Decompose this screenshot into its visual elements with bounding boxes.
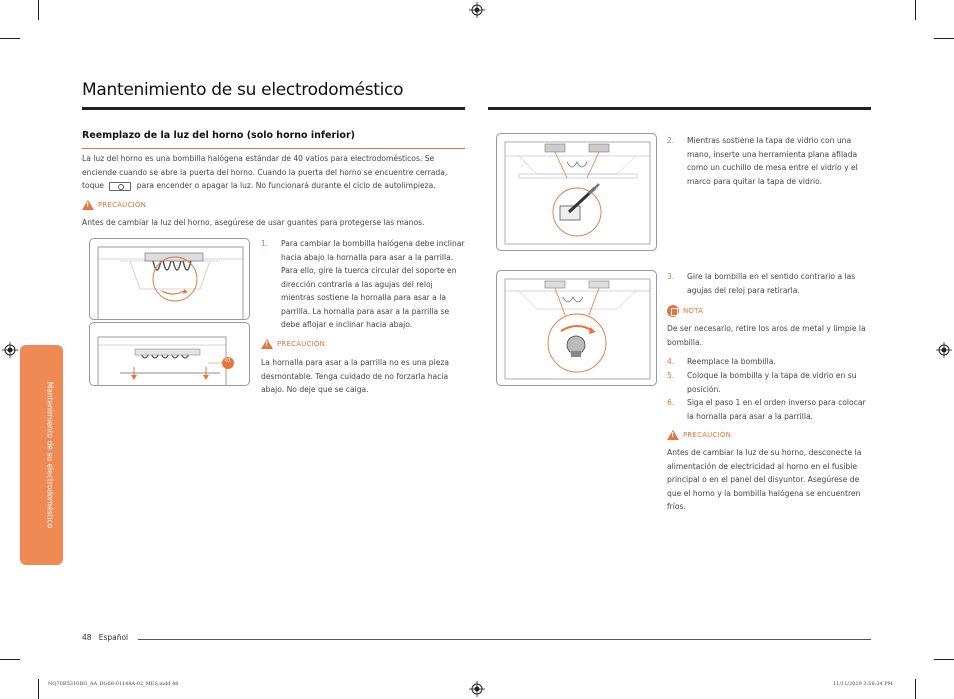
intro-text-b: para encender o apagar la luz. No funcionará durante el ciclo de autolimpieza. [136, 181, 436, 190]
page-footer [82, 633, 128, 642]
chapter-tab [20, 345, 63, 565]
page-title: Mantenimiento de su electrodoméstico [82, 80, 404, 100]
caution-label: ! PRECAUCIÓN [667, 430, 731, 440]
lamp-cover-figure [496, 133, 657, 251]
step-2: 2. Mientras sostiene la tapa de vidrio con una mano, inserte una herramienta plana afilada como un cuchillo de mesa entre el vidrio y el marco para quitar la tapa de vidrio. [667, 136, 858, 186]
caution-text: Antes de cambiar la luz de su horno, desconecte la alimentación de electricidad al horno en el fusible principal o en el panel del disyuntor. Asegúrese de que el horno y la bombilla halógena se encuentren fríos. [667, 448, 862, 511]
print-slug-file: NQ70R5310DG_AA_DG68-01148A-02_MES.indd 48 [48, 681, 179, 687]
title-rule-left [82, 107, 465, 110]
bulb-rotation-illustration [497, 271, 657, 386]
intro-text-a: La luz del horno es una bombilla halógena estándar de 40 vatios para electrodomésticos. Se enciende cuando se abre la puerta del horno. Cuando la puerta del horno se encuentre cerrada, toque [82, 154, 448, 190]
registration-mark-icon [469, 2, 485, 18]
broiler-figure-2 [89, 322, 250, 386]
intro-paragraph [82, 152, 467, 193]
section-heading: Reemplazo de la luz del horno (solo horno inferior) [82, 130, 355, 141]
step-4: 4. Reemplace la bombilla. [667, 357, 776, 366]
step-6: 6. Siga el paso 1 en el orden inverso para colocar la hornalla para asar a la parrilla. [667, 398, 866, 421]
broiler-figure-1 [89, 238, 250, 320]
registration-mark-icon [936, 342, 952, 358]
callout-01: 01 [224, 358, 232, 364]
registration-mark-icon [469, 681, 485, 697]
warning-triangle-icon [82, 200, 94, 210]
oven-broiler-illustration [90, 239, 250, 320]
step-1: 1. Para cambiar la bombilla halógena debe inclinar hacia abajo la hornalla para asar a la parrilla. Para ello, gire la tuerca circular del soporte en dirección contraria a las agujas del reloj mientras sostiene la hornalla para asar a la parrilla. La hornalla para asar a la parrilla se debe aflojar e inclinar hacia abajo. [261, 239, 465, 329]
caution-label: ! PRECAUCIÓN [82, 200, 146, 210]
footer-rule [138, 639, 871, 640]
crop-mark [934, 38, 954, 39]
lamp-cover-removal-illustration [497, 134, 657, 251]
warning-triangle-icon [667, 430, 679, 440]
section-heading-rule [82, 148, 465, 149]
print-slug-date: 11/11/2019 3:56:34 PM [833, 681, 893, 687]
warning-triangle-icon [261, 339, 273, 349]
note-label: NOTA [667, 305, 703, 317]
bulb-removal-figure [496, 270, 657, 386]
footer-language: Español [98, 633, 129, 642]
registration-mark-icon [2, 342, 18, 358]
page-number: 48 [82, 633, 92, 642]
crop-mark [0, 659, 20, 660]
chapter-tab-label: Mantenimiento de su electrodoméstico [45, 381, 55, 529]
crop-mark [915, 679, 916, 699]
crop-mark [0, 38, 20, 39]
step-3: 3. Gire la bombilla en el sentido contrario a las agujas del reloj para retirarla. [667, 272, 856, 295]
note-icon [667, 305, 679, 317]
oven-broiler-tilted-illustration [90, 323, 250, 386]
caution-text: La hornalla para asar a la parrilla no es una pieza desmontable. Tenga cuidado de no forzarla hacia abajo. No deje que se caiga. [261, 358, 450, 394]
note-text: De ser necesario, retire los aros de metal y limpie la bombilla. [667, 324, 866, 347]
crop-mark [915, 0, 916, 20]
crop-mark [38, 679, 39, 699]
step-5: 5. Coloque la bombilla y la tapa de vidrio en su posición. [667, 371, 857, 394]
caution-text: Antes de cambiar la luz del horno, asegúrese de usar guantes para protegerse las manos. [82, 218, 425, 227]
light-key-icon [109, 182, 131, 191]
title-rule-right [488, 107, 871, 110]
crop-mark [934, 659, 954, 660]
crop-mark [38, 0, 39, 20]
caution-label: ! PRECAUCIÓN [261, 339, 325, 349]
